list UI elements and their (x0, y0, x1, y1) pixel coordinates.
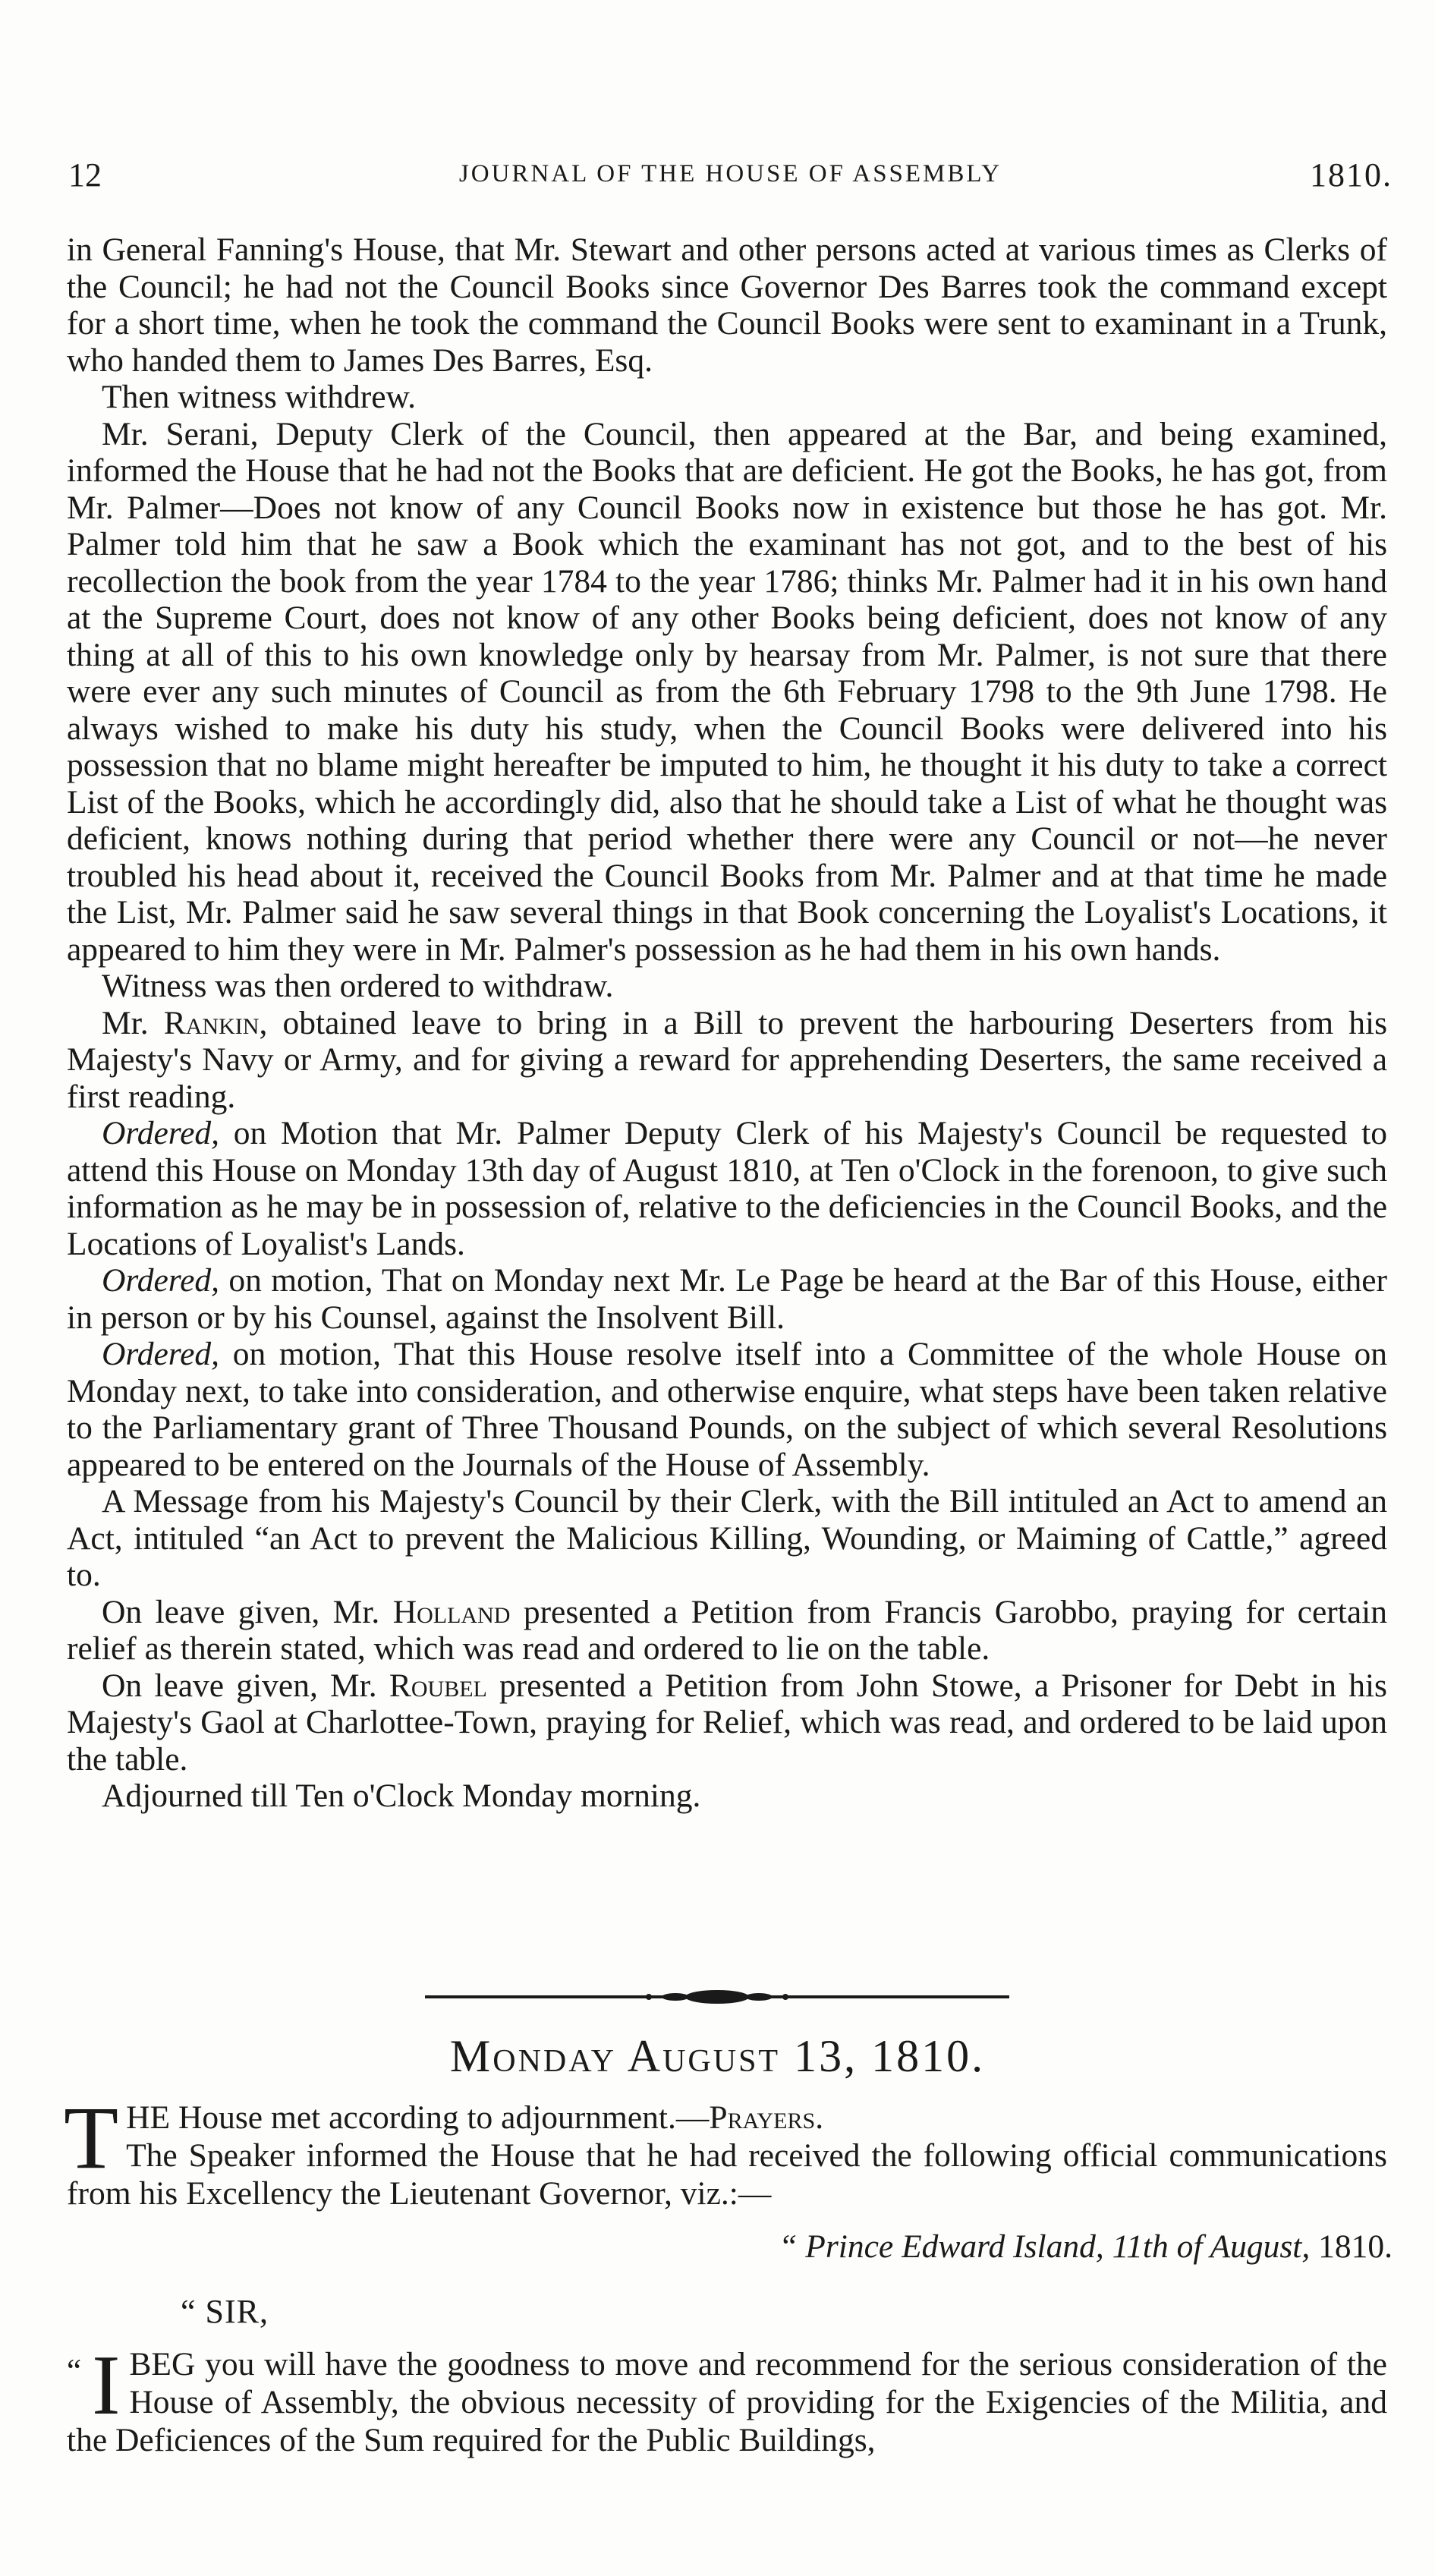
paragraph-text: Witness was then ordered to withdraw. (102, 968, 614, 1004)
paragraph-text: on motion, That this House resolve itself into a Committee of the whole House on Monday next, to take into consideration, and otherwise enquire, what steps have been taken relative to the Parliamentary grant of Three Thousand Pounds, on the subject of which several Resolutions appeared to be entered on the Journals of the House of Assembly. (67, 1336, 1387, 1483)
meeting-opening: HE House met according to adjournment.— (126, 2099, 710, 2136)
page-header (68, 156, 1393, 201)
paragraph (67, 1262, 1387, 1336)
paragraph-text: Adjourned till Ten o'Clock Monday morning. (102, 1778, 701, 1814)
page-number: 12 (68, 156, 102, 194)
paragraph (67, 1336, 1387, 1483)
ornamental-rule (425, 1989, 1009, 2005)
paragraph-text: Holland (392, 1593, 511, 1630)
paragraph-text: on Motion that Mr. Palmer Deputy Clerk of his Majesty's Council be requested to attend this House on Monday 13th day of August 1810, at Ten o'Clock in the forenoon, to give such information as he may be in possession of, relative to the deficiencies in the Council Books, and the Locations of Loyalist's Lands. (67, 1115, 1387, 1262)
prayers-label: Prayers. (709, 2099, 824, 2136)
paragraph (67, 1115, 1387, 1262)
paragraph-text: Rankin (163, 1004, 260, 1041)
paragraph-text: Ordered, (102, 1115, 220, 1151)
paragraph-text: On leave given, Mr. (102, 1667, 389, 1704)
paragraph-text: on motion, That on Monday next Mr. Le Page be heard at the Bar of this House, either in person or by his Counsel, against the Insolvent Bill. (67, 1262, 1387, 1336)
paragraph (67, 1778, 1387, 1815)
paragraph (67, 231, 1387, 379)
paragraph-text: On leave given, Mr. (102, 1593, 393, 1630)
paragraph-text: presented a Petition from Francis Garobbo, praying for certain relief as therein stated, which was read and ordered to lie on the table. (67, 1593, 1387, 1667)
paragraph-text: , obtained leave to bring in a Bill to prevent the harbouring Deserters from his Majesty's Navy or Army, and for giving a reward for apprehending Deserters, the same received a first reading. (67, 1004, 1387, 1115)
paragraph (67, 1594, 1387, 1667)
day-heading: Monday August 13, 1810. (449, 2031, 986, 2081)
paragraph-text: Roubel (389, 1667, 487, 1704)
paragraph (67, 1005, 1387, 1116)
paragraph (67, 968, 1387, 1005)
paragraph (67, 1667, 1387, 1778)
open-quote: “ (67, 2354, 82, 2389)
paragraph-text: Mr. Serani, Deputy Clerk of the Council, then appeared at the Bar, and being examined, informed the House that he had not the Books that are deficient. He got the Books, he has got, from Mr. Palmer—Does not know of any Council Books now in existence but those he has got. Mr. Palmer told him that he saw a Book which the examinant has not got, and to the best of his recollection the book from the year 1784 to the year 1786; thinks Mr. Palmer had it in his own hand at the Supreme Court, does not know of any other Books being deficient, does not know of any thing at all of this to his own knowledge only by hearsay from Mr. Palmer, is not sure that there were ever any such minutes of Council as from the 6th February 1798 to the 9th June 1798. He always wished to make his duty his study, when the Council Books were delivered into his possession that no blame might hereafter be imputed to him, he thought it his duty to take a correct List of the Books, which he accordingly did, also that he should take a List of what he thought was deficient, knows nothing during that period whether there were any Council or not—he never troubled his head about it, received the Council Books from Mr. Palmer and at that time he made the List, Mr. Palmer said he saw several things in that Book concerning the Loyalist's Locations, it appeared to him they were in Mr. Palmer's possession as he had them in his own hands. (67, 415, 1387, 968)
header-year: 1810. (1310, 156, 1393, 194)
letter-body (67, 2338, 1387, 2459)
meeting-section (64, 2088, 1387, 2212)
paragraph (67, 379, 1387, 416)
paragraph-text: Ordered, (102, 1262, 220, 1299)
speaker-statement: The Speaker informed the House that he had received the following official communications from his Excellency the Lieutenant Governor, viz.:— (67, 2137, 1387, 2212)
letter-salutation: “ SIR, (181, 2293, 269, 2330)
paragraph-text: in General Fanning's House, that Mr. Stewart and other persons acted at various times as Clerks of the Council; he had not the Council Books since Governor Des Barres took the command except for a short time, when he took the command the Council Books were sent to examinant in a Trunk, who handed them to James Des Barres, Esq. (67, 231, 1387, 379)
paragraph-text: Then witness withdrew. (102, 379, 416, 415)
running-title: JOURNAL OF THE HOUSE OF ASSEMBLY (458, 160, 1002, 187)
paragraph (67, 1483, 1387, 1594)
journal-body (67, 231, 1387, 1815)
letter-dateline: “ Prince Edward Island, 11th of August, 1810. (779, 2228, 1393, 2265)
paragraph-text: A Message from his Majesty's Council by their Clerk, with the Bill intituled an Act to amend an Act, intituled “an Act to prevent the Malicious Killing, Wounding, or Maiming of Cattle,” agreed to. (67, 1483, 1387, 1593)
letter-text: BEG you will have the goodness to move and recommend for the serious consideration of the House of Assembly, the obvious necessity of providing for the Exigencies of the Militia, and the Deficiences of the Sum required for the Public Buildings, (67, 2346, 1387, 2458)
paragraph-text: presented a Petition from John Stowe, a Prisoner for Debt in his Majesty's Gaol at Charlottee-Town, praying for Relief, which was read, and ordered to be laid upon the table. (67, 1667, 1387, 1778)
letter-drop-cap: I (92, 2338, 121, 2433)
paragraph-text: Mr. (102, 1004, 164, 1041)
drop-cap: T (64, 2088, 119, 2187)
paragraph-text: Ordered, (102, 1336, 220, 1372)
paragraph (67, 416, 1387, 968)
